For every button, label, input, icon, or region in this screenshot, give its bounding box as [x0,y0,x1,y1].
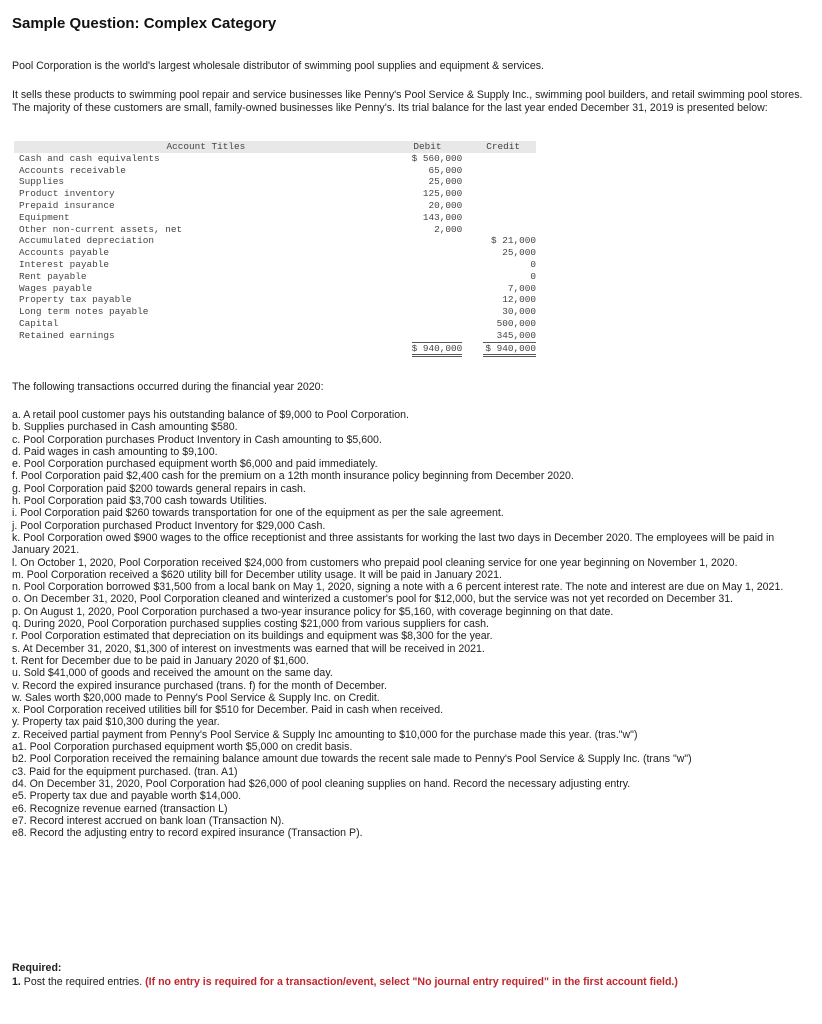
trial-balance-row [14,188,536,200]
transaction-item: e7. Record interest accrued on bank loan (Transaction N). [12,814,285,827]
debit-cell: 125,000 [422,188,463,200]
debit-cell: 2,000 [434,223,463,235]
credit-cell: 12,000 [502,294,536,306]
account-title-cell: Capital [19,317,59,329]
debit-header: Debit [413,141,442,152]
credit-cell [470,188,536,200]
required-note: (If no entry is required for a transaction/event, select "No journal entry required" in the first account field.) [145,976,678,988]
debit-cell: 20,000 [428,199,463,211]
transaction-item: q. During 2020, Pool Corporation purchased supplies costing $21,000 from various suppliers for cash. [12,618,489,631]
required-heading: Required: [12,962,62,974]
trial-balance-row [14,153,536,165]
credit-cell: 345,000 [496,329,536,341]
credit-cell [470,212,536,224]
trial-balance-row [14,235,536,247]
transaction-item: e8. Record the adjusting entry to record expired insurance (Transaction P). [12,827,363,840]
transaction-item: n. Pool Corporation borrowed $31,500 from a local bank on May 1, 2020, signing a note with a 6 percent interest rate. The note and interest are due on May 1, 2021. [12,581,784,594]
debit-cell [393,294,471,306]
trial-balance-row [14,200,536,212]
account-title-cell: Long term notes payable [19,306,149,318]
trial-balance-row [14,318,536,330]
account-title-cell: Other non-current assets, net [19,223,183,235]
trial-balance-table [14,141,536,357]
transaction-item: e5. Property tax due and payable worth $14,000. [12,790,242,803]
account-title-cell: Rent payable [19,270,87,282]
credit-cell: 0 [530,270,536,282]
credit-cell: 0 [530,258,536,270]
account-title-cell: Cash and cash equivalents [19,152,160,164]
account-title-cell: Interest payable [19,258,110,270]
required-text: Post the required entries. [23,976,143,988]
transaction-item: r. Pool Corporation estimated that depreciation on its buildings and equipment was $8,300 for the year. [12,630,493,643]
transaction-item: l. On October 1, 2020, Pool Corporation received $24,000 from customers who prepaid pool cleaning service for one year beginning on November 1, 2020. [12,556,738,569]
credit-cell: 500,000 [496,317,536,329]
credit-cell: 7,000 [507,282,536,294]
credit-cell [470,165,536,177]
trial-balance-row [14,165,536,177]
trial-balance-row [14,212,536,224]
debit-cell [393,271,471,283]
credit-cell: 30,000 [502,306,536,318]
account-title-cell: Prepaid insurance [19,199,115,211]
credit-cell [470,153,536,165]
intro-paragraph-2: It sells these products to swimming pool repair and service businesses like Penny's Pool Service & Supply Inc., swimming pool builders, and retail swimming pool stores. The majority of these customers are small, family-owned businesses like Penny's. Its trial balance for the last year ended December 31, 2019 is presented below: [12,89,803,114]
trial-balance-row [14,283,536,295]
trial-balance-row [14,294,536,306]
credit-cell [470,176,536,188]
credit-header: Credit [486,141,520,152]
account-title-cell: Wages payable [19,282,93,294]
transaction-item: m. Pool Corporation received a $620 utility bill for December utility usage. It will be paid in January 2021. [12,568,502,581]
trial-balance-row [14,247,536,259]
credit-total: $ 940,000 [470,342,536,357]
credit-cell: 25,000 [502,247,536,259]
transaction-item: c. Pool Corporation purchases Product Inventory in Cash amounting to $5,600. [12,433,382,446]
debit-cell [393,247,471,259]
account-title-cell: Property tax payable [19,294,132,306]
transaction-item: g. Pool Corporation paid $200 towards general repairs in cash. [12,482,306,495]
trial-balance-row [14,224,536,236]
transaction-item: i. Pool Corporation paid $260 towards transportation for one of the equipment as per the sale agreement. [12,507,504,520]
account-titles-header: Account Titles [166,141,246,152]
required-number: 1. [12,976,21,988]
transaction-item: z. Received partial payment from Penny's Pool Service & Supply Inc amounting to $10,000 for the purchase made this year. (tras."w") [12,728,638,741]
transaction-item: a1. Pool Corporation purchased equipment worth $5,000 on credit basis. [12,741,353,754]
required-instruction [12,976,772,989]
transaction-item: y. Property tax paid $10,300 during the year. [12,716,220,729]
transaction-item: o. On December 31, 2020, Pool Corporation cleaned and winterized a customer's pool for $12,000, but the service was not yet recorded on December 31. [12,593,734,606]
intro-paragraph-1: Pool Corporation is the world's largest wholesale distributor of swimming pool supplies and equipment & services. [12,60,544,72]
debit-total: $ 940,000 [393,342,471,357]
transaction-item: c3. Paid for the equipment purchased. (tran. A1) [12,765,238,778]
transaction-item: t. Rent for December due to be paid in January 2020 of $1,600. [12,654,309,667]
trial-balance-row [14,176,536,188]
transaction-item: h. Pool Corporation paid $3,700 cash towards Utilities. [12,495,267,508]
debit-cell [393,318,471,330]
transactions-intro: The following transactions occurred during the financial year 2020: [12,381,324,393]
page-title: Sample Question: Complex Category [12,15,277,32]
account-title-cell: Accounts payable [19,247,110,259]
trial-balance-row [14,259,536,271]
debit-cell [393,259,471,271]
transaction-item: s. At December 31, 2020, $1,300 of interest on investments was earned that will be received in 2021. [12,642,485,655]
debit-cell: 25,000 [428,176,463,188]
transaction-item: b2. Pool Corporation received the remaining balance amount due towards the recent sale made to Penny's Pool Service & Supply Inc. (trans "w") [12,753,692,766]
transactions-list [12,409,812,839]
trial-balance-total-row [14,342,536,357]
debit-cell [393,330,471,342]
transaction-item: v. Record the expired insurance purchased (trans. f) for the month of December. [12,679,387,692]
transaction-item: x. Pool Corporation received utilities bill for $510 for December. Paid in cash when received. [12,704,444,717]
debit-cell: 143,000 [422,211,463,223]
transaction-item: a. A retail pool customer pays his outstanding balance of $9,000 to Pool Corporation. [12,409,409,421]
transaction-item: k. Pool Corporation owed $900 wages to the office receptionist and three assistants for working the last two days in December 2020. The employees will be paid in January 2021. [12,531,775,557]
transaction-item: w. Sales worth $20,000 made to Penny's Pool Service & Supply Inc. on Credit. [12,691,380,704]
transaction-item: e6. Recognize revenue earned (transaction L) [12,802,228,815]
credit-cell: $ 21,000 [490,235,536,247]
account-title-cell: Accounts receivable [19,164,126,176]
account-title-cell: Equipment [19,211,70,223]
transaction-item: d. Paid wages in cash amounting to $9,100. [12,445,218,458]
transaction-item: p. On August 1, 2020, Pool Corporation purchased a two-year insurance policy for $5,160, with coverage beginning on that date. [12,605,614,618]
account-title-cell: Supplies [19,176,65,188]
account-title-cell: Accumulated depreciation [19,235,155,247]
account-title-cell: Product inventory [19,188,115,200]
debit-cell [393,235,471,247]
credit-cell [470,200,536,212]
trial-balance-row [14,330,536,342]
transaction-item: b. Supplies purchased in Cash amounting $580. [12,421,238,434]
credit-cell [470,224,536,236]
trial-balance-row [14,271,536,283]
transaction-item: d4. On December 31, 2020, Pool Corporation had $26,000 of pool cleaning supplies on hand. Record the necessary adjusting entry. [12,777,631,790]
debit-cell [393,306,471,318]
transaction-item: e. Pool Corporation purchased equipment worth $6,000 and paid immediately. [12,458,378,471]
transaction-item: j. Pool Corporation purchased Product Inventory for $29,000 Cash. [12,519,326,532]
transaction-item: f. Pool Corporation paid $2,400 cash for the premium on a 12th month insurance policy beginning from December 2020. [12,470,574,483]
debit-cell: $ 560,000 [411,152,463,164]
trial-balance-header-row [14,141,536,153]
debit-cell: 65,000 [428,164,463,176]
transaction-item: u. Sold $41,000 of goods and received the amount on the same day. [12,667,333,680]
trial-balance-row [14,306,536,318]
debit-cell [393,283,471,295]
account-title-cell: Retained earnings [19,329,115,341]
